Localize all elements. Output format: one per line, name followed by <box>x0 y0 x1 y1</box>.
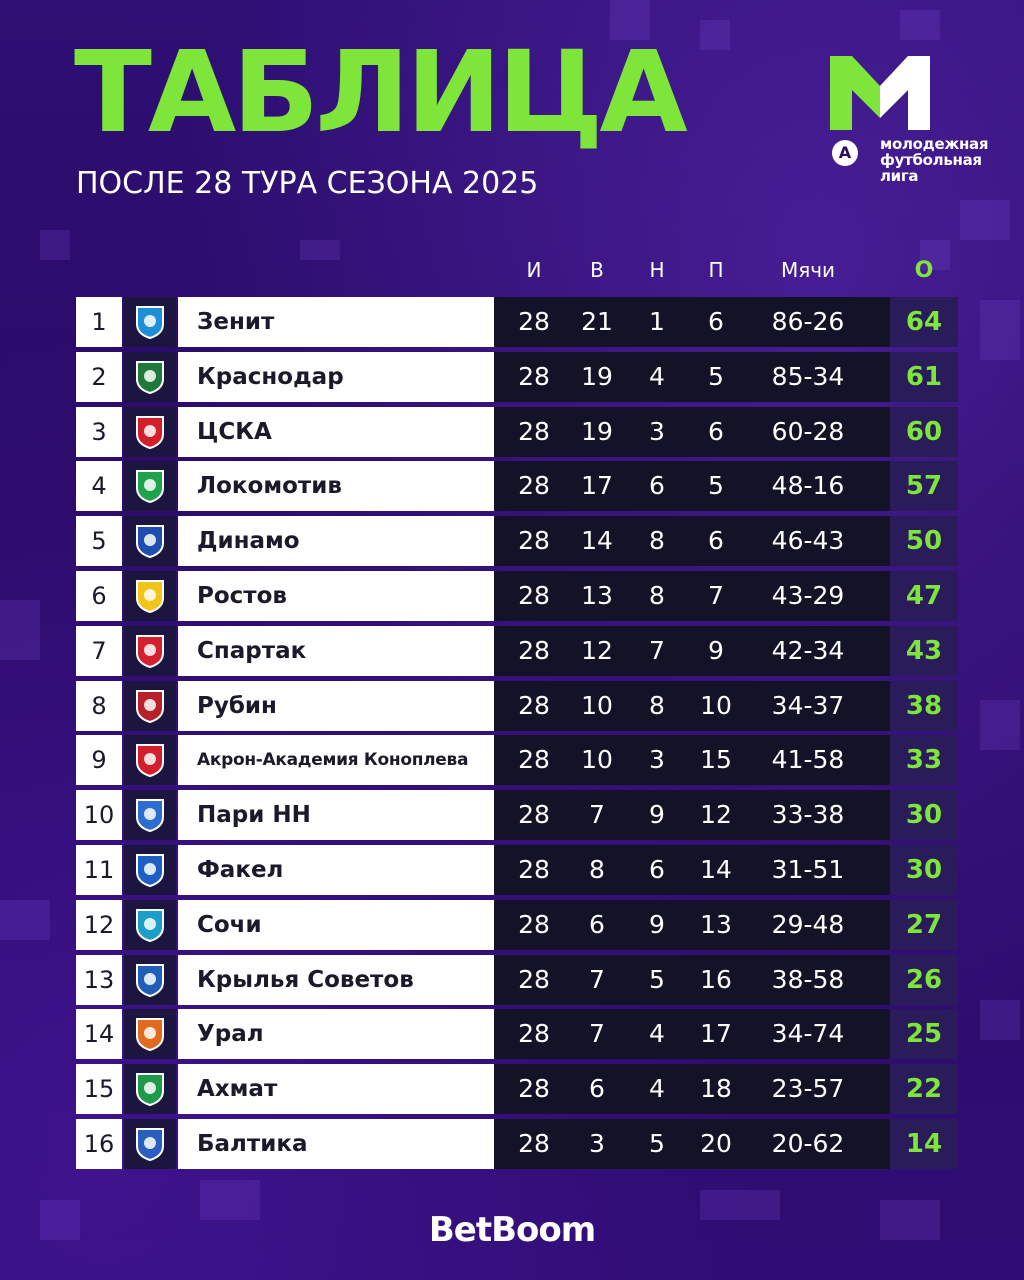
stats-cell <box>494 626 890 676</box>
table-row <box>76 352 958 402</box>
stat-wins: 13 <box>581 581 613 610</box>
stat-wins: 8 <box>589 855 605 884</box>
stat-games: 28 <box>518 964 550 994</box>
stat-draws: 8 <box>649 690 665 720</box>
stat-losses: 17 <box>700 1019 732 1049</box>
stat-losses: 5 <box>708 471 724 501</box>
team-logo-cell <box>124 297 176 347</box>
stats-cell <box>494 1064 890 1114</box>
stat-draws: 1 <box>649 307 665 336</box>
table-row <box>76 845 958 895</box>
table-row <box>76 681 958 731</box>
points-cell: 43 <box>890 626 958 676</box>
stat-wins: 6 <box>589 909 605 939</box>
stat-draws: 4 <box>649 1074 665 1104</box>
position-cell: 12 <box>76 900 122 950</box>
position-cell: 10 <box>76 790 122 840</box>
position-cell: 5 <box>76 516 122 566</box>
team-logo-cell <box>124 790 176 840</box>
position-cell: 16 <box>76 1119 122 1169</box>
stats-cell <box>494 845 890 895</box>
position-cell: 2 <box>76 352 122 402</box>
team-logo-cell <box>124 845 176 895</box>
league-name-line2: футбольная <box>880 151 982 169</box>
stats-cell <box>494 790 890 840</box>
stat-goals: 43-29 <box>771 581 845 610</box>
position-cell: 13 <box>76 955 122 1005</box>
team-name: Зенит <box>178 297 494 347</box>
stat-games: 28 <box>518 471 550 501</box>
table-row <box>76 900 958 950</box>
stat-losses: 5 <box>708 361 724 391</box>
stat-draws: 4 <box>649 361 665 391</box>
team-name: Ростов <box>178 571 494 621</box>
stat-goals: 38-58 <box>771 964 845 994</box>
pari-nn-logo-icon <box>133 797 167 833</box>
stat-losses: 12 <box>700 800 732 830</box>
position-cell: 7 <box>76 626 122 676</box>
stat-wins: 19 <box>581 416 613 446</box>
stat-goals: 85-34 <box>771 361 845 391</box>
stat-wins: 7 <box>589 964 605 994</box>
stat-losses: 14 <box>700 855 732 884</box>
page-title: ТАБЛИЦА <box>74 28 684 158</box>
stat-wins: 7 <box>589 800 605 830</box>
stat-goals: 23-57 <box>771 1074 845 1104</box>
team-logo-cell <box>124 407 176 457</box>
stat-goals: 34-37 <box>771 690 845 720</box>
points-cell: 22 <box>890 1064 958 1114</box>
header-goals: Мячи <box>780 258 836 282</box>
stat-games: 28 <box>518 581 550 610</box>
table-row <box>76 516 958 566</box>
team-name: Крылья Советов <box>178 955 494 1005</box>
stat-games: 28 <box>518 1019 550 1049</box>
league-logo <box>830 56 1000 196</box>
stat-games: 28 <box>518 1074 550 1104</box>
team-name: Сочи <box>178 900 494 950</box>
stat-games: 28 <box>518 361 550 391</box>
stat-losses: 13 <box>700 909 732 939</box>
points-cell: 25 <box>890 1009 958 1059</box>
stat-draws: 6 <box>649 471 665 501</box>
sponsor-logo: BetBoom <box>428 1210 596 1250</box>
table-row <box>76 1064 958 1114</box>
points-cell: 64 <box>890 297 958 347</box>
stat-games: 28 <box>518 1129 550 1158</box>
points-cell: 30 <box>890 845 958 895</box>
team-logo-cell <box>124 516 176 566</box>
stat-goals: 42-34 <box>771 635 845 665</box>
team-logo-cell <box>124 1064 176 1114</box>
table-row <box>76 1009 958 1059</box>
stat-losses: 6 <box>708 526 724 556</box>
stat-games: 28 <box>518 745 550 775</box>
stats-cell <box>494 955 890 1005</box>
stat-goals: 41-58 <box>771 745 845 775</box>
team-logo-cell <box>124 955 176 1005</box>
points-cell: 38 <box>890 681 958 731</box>
krylya-sovetov-logo-icon <box>133 962 167 998</box>
position-cell: 15 <box>76 1064 122 1114</box>
stat-games: 28 <box>518 635 550 665</box>
team-name: Урал <box>178 1009 494 1059</box>
points-cell: 30 <box>890 790 958 840</box>
dinamo-logo-icon <box>133 523 167 559</box>
stat-draws: 3 <box>649 745 665 775</box>
stat-wins: 14 <box>581 526 613 556</box>
team-name: Ахмат <box>178 1064 494 1114</box>
team-logo-cell <box>124 461 176 511</box>
stat-losses: 18 <box>700 1074 732 1104</box>
header-losses: П <box>708 258 724 282</box>
stat-games: 28 <box>518 526 550 556</box>
stats-cell <box>494 735 890 785</box>
header-draws: Н <box>649 258 665 282</box>
stat-draws: 9 <box>649 909 665 939</box>
points-cell: 27 <box>890 900 958 950</box>
stats-cell <box>494 407 890 457</box>
team-name: Динамо <box>178 516 494 566</box>
stat-draws: 3 <box>649 416 665 446</box>
stats-cell <box>494 900 890 950</box>
stat-draws: 7 <box>649 635 665 665</box>
team-name: Краснодар <box>178 352 494 402</box>
stat-draws: 6 <box>649 855 665 884</box>
page-subtitle: ПОСЛЕ 28 ТУРА СЕЗОНА 2025 <box>76 166 539 201</box>
stat-losses: 10 <box>700 690 732 720</box>
rubin-logo-icon <box>133 688 167 724</box>
table-row <box>76 790 958 840</box>
akron-logo-icon <box>133 742 167 778</box>
rostov-logo-icon <box>133 578 167 614</box>
table-header <box>0 258 1024 288</box>
points-cell: 60 <box>890 407 958 457</box>
stat-games: 28 <box>518 909 550 939</box>
stat-wins: 10 <box>581 745 613 775</box>
akhmat-logo-icon <box>133 1071 167 1107</box>
league-name-line3: лига <box>880 167 919 185</box>
team-logo-cell <box>124 681 176 731</box>
sochi-logo-icon <box>133 907 167 943</box>
team-name: Локомотив <box>178 461 494 511</box>
team-logo-cell <box>124 1119 176 1169</box>
team-name: Спартак <box>178 626 494 676</box>
stat-games: 28 <box>518 800 550 830</box>
stat-losses: 16 <box>700 964 732 994</box>
stat-losses: 6 <box>708 416 724 446</box>
points-cell: 61 <box>890 352 958 402</box>
table-row <box>76 297 958 347</box>
stat-losses: 9 <box>708 635 724 665</box>
stat-draws: 5 <box>649 1129 665 1158</box>
stats-cell <box>494 1119 890 1169</box>
team-name: Пари НН <box>178 790 494 840</box>
points-cell: 33 <box>890 735 958 785</box>
team-logo-cell <box>124 900 176 950</box>
stat-losses: 15 <box>700 745 732 775</box>
points-cell: 14 <box>890 1119 958 1169</box>
baltika-logo-icon <box>133 1126 167 1162</box>
stat-goals: 31-51 <box>771 855 845 884</box>
stats-cell <box>494 461 890 511</box>
stat-wins: 7 <box>589 1019 605 1049</box>
stat-wins: 21 <box>581 307 613 336</box>
stat-draws: 8 <box>649 581 665 610</box>
ural-logo-icon <box>133 1016 167 1052</box>
stat-goals: 34-74 <box>771 1019 845 1049</box>
position-cell: 4 <box>76 461 122 511</box>
stat-wins: 17 <box>581 471 613 501</box>
position-cell: 8 <box>76 681 122 731</box>
position-cell: 6 <box>76 571 122 621</box>
stat-draws: 5 <box>649 964 665 994</box>
stat-games: 28 <box>518 307 550 336</box>
stat-wins: 6 <box>589 1074 605 1104</box>
header-games: И <box>526 258 542 282</box>
stat-games: 28 <box>518 416 550 446</box>
krasnodar-logo-icon <box>133 359 167 395</box>
points-cell: 26 <box>890 955 958 1005</box>
league-m-icon <box>830 56 930 130</box>
table-row <box>76 461 958 511</box>
team-name: Балтика <box>178 1119 494 1169</box>
spartak-logo-icon <box>133 633 167 669</box>
header-points: О <box>914 258 934 283</box>
team-logo-cell <box>124 735 176 785</box>
stat-goals: 29-48 <box>771 909 845 939</box>
position-cell: 14 <box>76 1009 122 1059</box>
position-cell: 9 <box>76 735 122 785</box>
stat-losses: 7 <box>708 581 724 610</box>
league-name-line1: молодежная <box>880 135 989 153</box>
league-badge: А <box>832 140 858 166</box>
points-cell: 47 <box>890 571 958 621</box>
team-logo-cell <box>124 352 176 402</box>
league-name <box>880 136 988 184</box>
zenit-logo-icon <box>133 304 167 340</box>
table-row <box>76 1119 958 1169</box>
fakel-logo-icon <box>133 852 167 888</box>
stats-cell <box>494 681 890 731</box>
stats-cell <box>494 516 890 566</box>
team-logo-cell <box>124 626 176 676</box>
stat-losses: 6 <box>708 307 724 336</box>
table-row <box>76 571 958 621</box>
team-logo-cell <box>124 571 176 621</box>
table-row <box>76 735 958 785</box>
team-logo-cell <box>124 1009 176 1059</box>
stats-cell <box>494 297 890 347</box>
stat-games: 28 <box>518 690 550 720</box>
stat-wins: 3 <box>589 1129 605 1158</box>
stat-games: 28 <box>518 855 550 884</box>
stats-cell <box>494 571 890 621</box>
stat-goals: 20-62 <box>771 1129 845 1158</box>
stat-draws: 4 <box>649 1019 665 1049</box>
team-name: Акрон-Академия Коноплева <box>178 735 494 785</box>
team-name: Рубин <box>178 681 494 731</box>
stat-goals: 33-38 <box>771 800 845 830</box>
stat-losses: 20 <box>700 1129 732 1158</box>
position-cell: 11 <box>76 845 122 895</box>
stat-draws: 8 <box>649 526 665 556</box>
points-cell: 57 <box>890 461 958 511</box>
stat-wins: 12 <box>581 635 613 665</box>
team-name: Факел <box>178 845 494 895</box>
stats-cell <box>494 1009 890 1059</box>
stat-wins: 19 <box>581 361 613 391</box>
cska-logo-icon <box>133 414 167 450</box>
stat-draws: 9 <box>649 800 665 830</box>
header-wins: В <box>590 258 604 282</box>
table-row <box>76 407 958 457</box>
points-cell: 50 <box>890 516 958 566</box>
stat-wins: 10 <box>581 690 613 720</box>
stat-goals: 60-28 <box>771 416 845 446</box>
position-cell: 3 <box>76 407 122 457</box>
lokomotiv-logo-icon <box>133 468 167 504</box>
stat-goals: 46-43 <box>771 526 845 556</box>
position-cell: 1 <box>76 297 122 347</box>
table-row <box>76 626 958 676</box>
table-row <box>76 955 958 1005</box>
stats-cell <box>494 352 890 402</box>
stat-goals: 48-16 <box>771 471 845 501</box>
team-name: ЦСКА <box>178 407 494 457</box>
stat-goals: 86-26 <box>771 307 845 336</box>
